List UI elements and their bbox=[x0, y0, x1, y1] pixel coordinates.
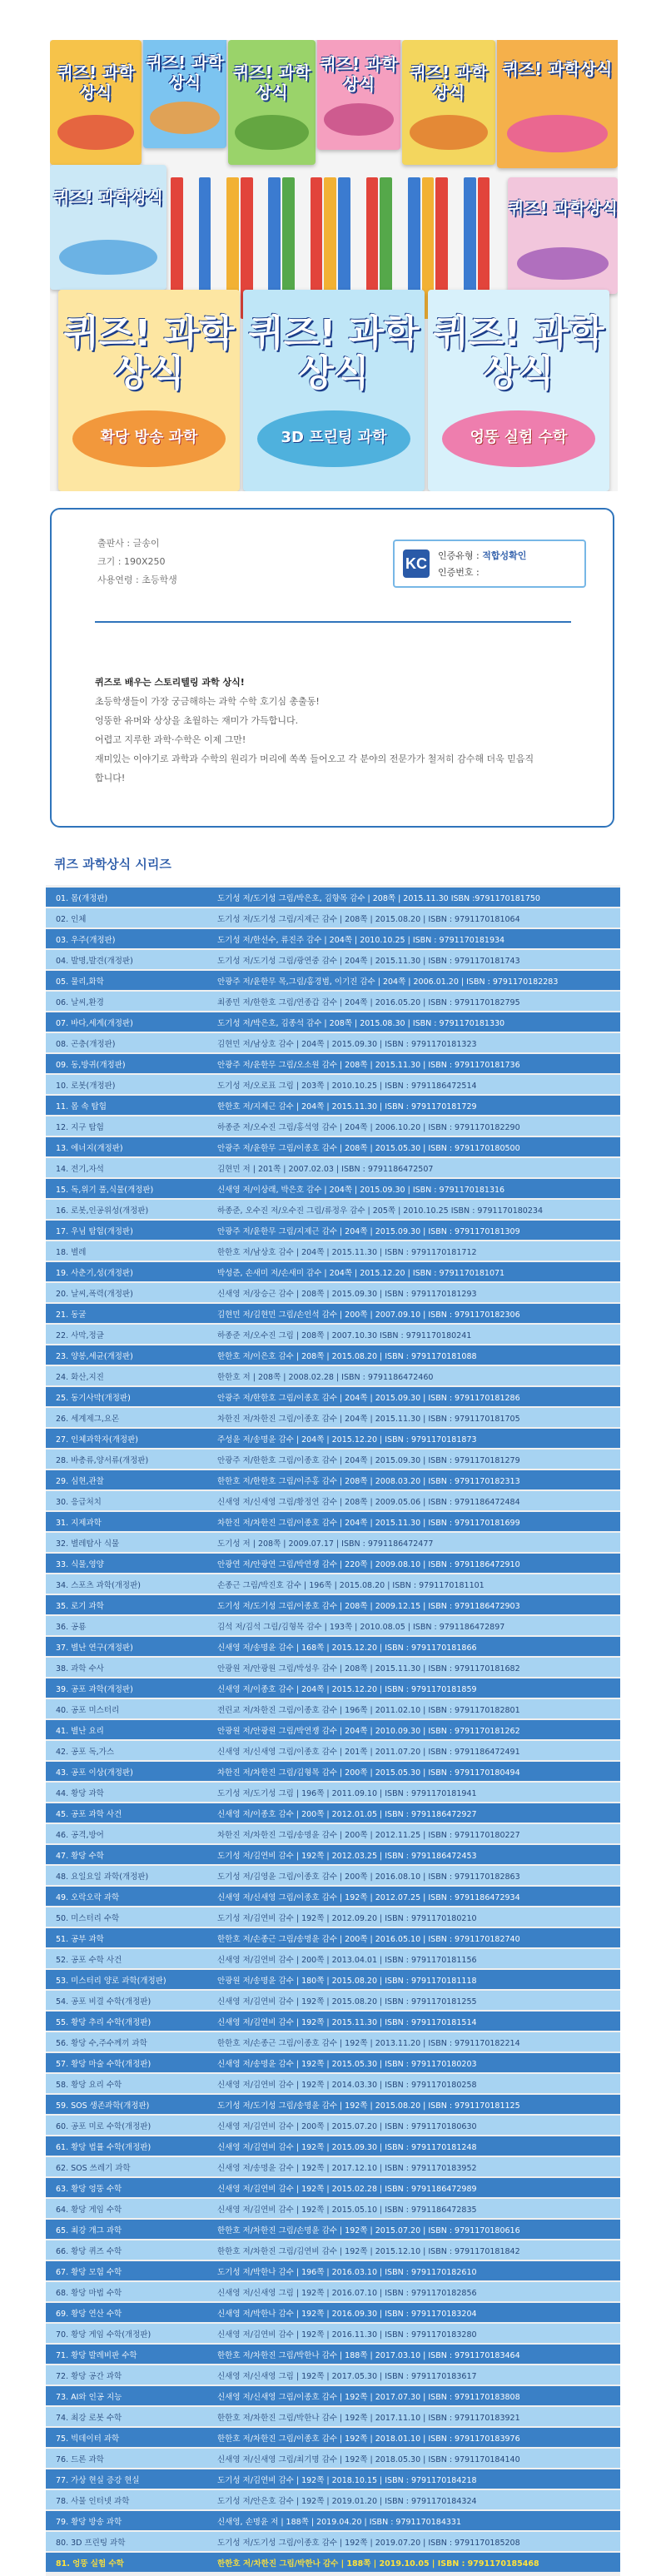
book-title: 32. 별레탐사 식물 bbox=[56, 1539, 120, 1549]
book-details: 차한진 저/차한진 그림/이종호 감수 | 204쪽 | 2015.11.30 | ISBN : 9791170181705 bbox=[217, 1414, 520, 1424]
book-title: 40. 공포 미스터리 bbox=[56, 1705, 120, 1715]
book-details: 김현민 저/남상호 감수 | 204쪽 | 2015.09.30 | ISBN : 9791170181323 bbox=[217, 1039, 477, 1049]
book-details: 한한호 저/이은호 감수 | 208쪽 | 2015.08.20 | ISBN : 9791170181088 bbox=[217, 1351, 477, 1361]
book-list-row bbox=[46, 2532, 620, 2551]
book-details: 한한호 저/차한진 그림/손명윤 감수 | 192쪽 | 2015.07.20 | ISBN : 9791170180616 bbox=[217, 2225, 520, 2235]
book-title: 74. 최강 로봇 수학 bbox=[56, 2413, 122, 2423]
book-details: 도기성 저/도기성 그림/지제근 감수 | 208쪽 | 2015.08.20 | ISBN : 9791170181064 bbox=[217, 914, 520, 924]
book-details: 도기성 저/도기성 그림/송명윤 감수 | 192쪽 | 2015.08.20 | ISBN : 9791170181125 bbox=[217, 2101, 520, 2111]
spec-age: 사용연령 : 초등학생 bbox=[97, 574, 177, 585]
book-details: 신새영 저/김연비 감수 | 192쪽 | 2015.08.20 | ISBN : 9791170181255 bbox=[217, 1997, 477, 2007]
book-list-row bbox=[46, 1075, 620, 1094]
book-title: 02. 인체 bbox=[56, 914, 87, 924]
book-title: 60. 공포 미로 수학(개정판) bbox=[56, 2121, 152, 2131]
book-title: 57. 황당 마술 수학(개정판) bbox=[56, 2059, 152, 2069]
book-cover-3d-printing: 퀴즈! 과학상식 3D 프린팅 과학 bbox=[243, 290, 425, 491]
cover-subtitle: 확당 방송 과학 bbox=[100, 428, 198, 446]
book-details: 신새영 저/장승근 감수 | 208쪽 | 2015.09.30 | ISBN : 9791170181293 bbox=[217, 1289, 477, 1299]
book-list-row bbox=[46, 2178, 620, 2197]
book-details: 한한호 저/지제근 감수 | 204쪽 | 2015.11.30 | ISBN : 9791170181729 bbox=[217, 1102, 477, 1111]
cert-type-label: 인증유형 : bbox=[438, 550, 480, 561]
book-title: 68. 황당 마법 수학 bbox=[56, 2288, 122, 2298]
book-list-row bbox=[46, 1325, 620, 1344]
book-list-row bbox=[46, 1616, 620, 1635]
book-details: 한한호 저/차한진 그림/김연비 감수 | 192쪽 | 2015.12.10 | ISBN : 9791170181842 bbox=[217, 2246, 520, 2256]
book-title: 14. 전기,자석 bbox=[56, 1164, 104, 1174]
book-cover: 퀴즈! 과학상식 bbox=[497, 40, 618, 168]
book-details: 한한호 저/차한진 그림/박한나 감수 | 188쪽 | 2019.10.05 | ISBN : 9791170185468 bbox=[217, 2559, 539, 2569]
book-details: 안광주 저/윤한무 목,그림/홍경범, 이기진 감수 | 204쪽 | 2006.01.20 | ISBN : 9791170182283 bbox=[217, 977, 559, 987]
book-list-row bbox=[46, 1408, 620, 1427]
book-title: 16. 로봇,인공위성(개정판) bbox=[56, 1206, 149, 1216]
book-title: 07. 바다,세계(개정판) bbox=[56, 1018, 133, 1028]
book-details: 주성윤 저/송명윤 감수 | 204쪽 | 2015.12.20 | ISBN : 9791170181873 bbox=[217, 1435, 477, 1445]
book-list-row bbox=[46, 2303, 620, 2322]
book-title: 11. 몸 속 탐험 bbox=[56, 1102, 107, 1111]
book-title: 24. 화산,지진 bbox=[56, 1372, 104, 1382]
book-details: 차한진 저/차한진 그림/송명윤 감수 | 200쪽 | 2012.11.25 | ISBN : 9791170180227 bbox=[217, 1830, 520, 1840]
book-title: 29. 심현,관찰 bbox=[56, 1476, 104, 1486]
description-line: 합니다! bbox=[95, 773, 126, 783]
book-cover-experiment: 퀴즈! 과학상식 엉뚱 실험 수학 bbox=[428, 290, 609, 491]
book-title: 79. 황당 방송 과학 bbox=[56, 2517, 122, 2527]
book-title: 65. 최강 개그 과학 bbox=[56, 2225, 122, 2235]
book-list-row bbox=[46, 1429, 620, 1448]
book-details: 안광원 저/송명윤 감수 | 180쪽 | 2015.08.20 | ISBN : 9791170181118 bbox=[217, 1976, 477, 1986]
book-details: 도기성 저/김영윤 그림/이종호 감수 | 200쪽 | 2016.08.10 | ISBN : 9791170182863 bbox=[217, 1872, 520, 1882]
book-details: 도기성 저/한선수, 류진주 감수 | 204쪽 | 2010.10.25 | ISBN : 9791170181934 bbox=[217, 935, 505, 945]
book-details: 안광원 저/안광원 그림/박연쟁 감수 | 204쪽 | 2010.09.30 | ISBN : 9791170181262 bbox=[217, 1726, 520, 1736]
book-details: 하종준 저/오수진 그림/홍석영 감수 | 204쪽 | 2006.10.20 | ISBN : 9791170182290 bbox=[217, 1122, 520, 1132]
book-list-row bbox=[46, 1720, 620, 1739]
book-list-row bbox=[46, 1907, 620, 1927]
book-title: 73. AI와 인공 지능 bbox=[56, 2392, 122, 2402]
book-details: 한한호 저 | 208쪽 | 2008.02.28 | ISBN : 9791186472460 bbox=[217, 1372, 434, 1382]
book-list-row bbox=[46, 1887, 620, 1906]
book-list-row bbox=[46, 1158, 620, 1177]
book-details: 한한호 저/남상호 감수 | 204쪽 | 2015.11.30 | ISBN : 9791170181712 bbox=[217, 1247, 477, 1257]
book-cover: 퀴즈! 과학상식 bbox=[402, 40, 495, 165]
book-list-row bbox=[46, 2095, 620, 2114]
book-title: 35. 로기 과학 bbox=[56, 1601, 104, 1611]
spec-size: 크기 : 190X250 bbox=[97, 556, 166, 567]
book-details: 신새영 저/김연비 감수 | 200쪽 | 2013.04.01 | ISBN : 9791170181156 bbox=[217, 1955, 477, 1965]
description-line: 초등학생들이 가장 궁금해하는 과학 수학 호기심 총출동! bbox=[95, 696, 320, 707]
book-cover: 퀴즈! 과학상식 bbox=[143, 40, 226, 148]
book-list-row bbox=[46, 1949, 620, 1968]
book-title: 58. 황당 요리 수학 bbox=[56, 2080, 122, 2090]
book-details: 신새영 저/김연비 감수 | 200쪽 | 2015.07.20 | ISBN : 9791170180630 bbox=[217, 2121, 477, 2131]
book-list-row bbox=[46, 2469, 620, 2489]
book-list-row bbox=[46, 1387, 620, 1406]
book-list-row bbox=[46, 1803, 620, 1823]
book-title: 44. 황당 과학 bbox=[56, 1788, 104, 1798]
book-title: 56. 황당 수,주수께끼 과학 bbox=[56, 2038, 147, 2048]
book-title: 75. 빅데이터 과학 bbox=[56, 2434, 120, 2444]
book-title: 53. 미스터리 양로 과학(개정판) bbox=[56, 1976, 166, 1986]
book-title: 20. 날씨,폭력(개정판) bbox=[56, 1289, 133, 1299]
book-list-row bbox=[46, 2240, 620, 2260]
book-cover: 퀴즈! 과학상식 bbox=[228, 40, 316, 165]
book-list-row bbox=[46, 1595, 620, 1614]
book-title: 01. 몸(개정판) bbox=[56, 893, 108, 903]
book-list-row bbox=[46, 950, 620, 969]
book-details: 김현민 저 | 201쪽 | 2007.02.03 | ISBN : 9791186472507 bbox=[217, 1164, 434, 1174]
book-cover-broadcast: 퀴즈! 과학상식 확당 방송 과학 bbox=[58, 290, 240, 491]
book-details: 신새영 저/신새영 그림 | 192쪽 | 2016.07.10 | ISBN : 9791170182856 bbox=[217, 2288, 477, 2298]
book-title: 77. 가상 현실 증강 현실 bbox=[56, 2475, 140, 2485]
book-list-row bbox=[46, 2032, 620, 2051]
book-list-row bbox=[46, 1824, 620, 1843]
book-list-row bbox=[46, 1637, 620, 1656]
cert-number-label: 인증번호 : bbox=[438, 567, 480, 578]
description-line: 엉뚱한 유머와 상상을 초월하는 재미가 가득합니다. bbox=[95, 715, 299, 726]
book-list-row bbox=[46, 1283, 620, 1302]
book-title: 54. 공포 비결 수학(개정판) bbox=[56, 1997, 152, 2007]
book-details: 안광주 저/한한호 그림/이종호 감수 | 204쪽 | 2015.09.30 | ISBN : 9791170181279 bbox=[217, 1455, 520, 1465]
book-list-row bbox=[46, 1991, 620, 2010]
book-details: 신새영 저/김연비 감수 | 192쪽 | 2014.03.30 | ISBN : 9791170180258 bbox=[217, 2080, 477, 2090]
book-details: 전린교 저/차한진 그림/이종호 감수 | 196쪽 | 2011.02.10 | ISBN : 9791170182801 bbox=[217, 1705, 520, 1715]
product-specs bbox=[97, 535, 177, 589]
book-list-row bbox=[46, 1033, 620, 1052]
book-title: 45. 공포 과학 사건 bbox=[56, 1809, 122, 1819]
book-list-row bbox=[46, 1366, 620, 1385]
book-list-row bbox=[46, 1054, 620, 1073]
book-title: 47. 황당 수학 bbox=[56, 1851, 104, 1861]
book-list-row bbox=[46, 1970, 620, 1989]
book-title: 51. 공부 과학 bbox=[56, 1934, 104, 1944]
book-list-row bbox=[46, 1783, 620, 1802]
book-details: 신새영 저/신새영 그림/황정연 감수 | 208쪽 | 2009.05.06 | ISBN : 9791186472484 bbox=[217, 1497, 520, 1507]
book-list-row bbox=[46, 1200, 620, 1219]
book-title: 28. 바총류,양서류(개정판) bbox=[56, 1455, 149, 1465]
book-title: 31. 지제과학 bbox=[56, 1518, 102, 1528]
book-title: 21. 동굴 bbox=[56, 1310, 87, 1320]
book-title: 12. 지구 탐험 bbox=[56, 1122, 104, 1132]
book-details: 안광연 저/안광연 그림/박연쟁 감수 | 220쪽 | 2009.08.10 | ISBN : 9791186472910 bbox=[217, 1559, 520, 1569]
book-list-row bbox=[46, 2074, 620, 2093]
book-details: 도기성 저 | 208쪽 | 2009.07.17 | ISBN : 9791186472477 bbox=[217, 1539, 434, 1549]
book-title: 42. 공포 독,가스 bbox=[56, 1747, 115, 1757]
book-list-row bbox=[46, 1116, 620, 1136]
book-list-row bbox=[46, 2136, 620, 2156]
book-details: 신새영 저/신새영 그림/최기명 감수 | 192쪽 | 2018.05.30 | ISBN : 9791170184140 bbox=[217, 2454, 520, 2464]
book-title: 48. 요일요일 과학(개정판) bbox=[56, 1872, 149, 1882]
kc-certification bbox=[393, 540, 586, 588]
book-list-row bbox=[46, 1491, 620, 1510]
book-list-row bbox=[46, 971, 620, 990]
book-details: 한한호 저/차한진 그림/이종호 감수 | 192쪽 | 2018.01.10 | ISBN : 9791170183976 bbox=[217, 2434, 520, 2444]
book-title: 50. 미스터리 수학 bbox=[56, 1913, 120, 1923]
book-details: 신새영 저/김연비 감수 | 192쪽 | 2015.11.30 | ISBN : 9791170181514 bbox=[217, 2017, 477, 2027]
book-list-row bbox=[46, 1470, 620, 1489]
book-details: 신새영 저/김연비 감수 | 192쪽 | 2016.11.30 | ISBN : 9791170183280 bbox=[217, 2330, 477, 2340]
book-details: 손종근 그림/박진호 감수 | 196쪽 | 2015.08.20 | ISBN : 9791170181101 bbox=[217, 1580, 485, 1590]
book-details: 신새영 저/송명윤 감수 | 192쪽 | 2015.05.30 | ISBN : 9791170180203 bbox=[217, 2059, 477, 2069]
book-title: 61. 황당 법률 수학(개정판) bbox=[56, 2142, 152, 2152]
book-details: 신새영, 손명윤 저 | 188쪽 | 2019.04.20 | ISBN : 9791170184331 bbox=[217, 2517, 461, 2527]
book-title: 36. 공룡 bbox=[56, 1622, 87, 1632]
book-title: 49. 오락오락 과학 bbox=[56, 1892, 120, 1902]
book-title: 43. 공포 이상(개정판) bbox=[56, 1768, 133, 1778]
book-title: 33. 식물,영양 bbox=[56, 1559, 104, 1569]
book-list-row bbox=[46, 1012, 620, 1032]
book-details: 한한호 저/차한진 그림/박한나 감수 | 188쪽 | 2017.03.10 | ISBN : 9791170183464 bbox=[217, 2350, 520, 2360]
book-details: 차한진 저/차한진 그림/이종호 감수 | 204쪽 | 2015.11.30 | ISBN : 9791170181699 bbox=[217, 1518, 520, 1528]
book-list-row bbox=[46, 2116, 620, 2135]
book-list-row bbox=[46, 1096, 620, 1115]
book-details: 신새영 저/신새영 그림/이종호 감수 | 192쪽 | 2012.07.25 | ISBN : 9791186472934 bbox=[217, 1892, 520, 1902]
book-title: 81. 엉뚱 실험 수학 bbox=[56, 2559, 124, 2569]
book-list-row bbox=[46, 2324, 620, 2343]
book-title: 03. 우주(개정판) bbox=[56, 935, 116, 945]
book-details: 신새영 저/김연비 감수 | 192쪽 | 2015.09.30 | ISBN : 9791170181248 bbox=[217, 2142, 477, 2152]
book-list-row bbox=[46, 2199, 620, 2218]
book-details: 김현민 저/김현민 그림/손인석 감수 | 200쪽 | 2007.09.10 | ISBN : 9791170182306 bbox=[217, 1310, 520, 1320]
book-list-row bbox=[46, 1845, 620, 1864]
book-list-row bbox=[46, 1262, 620, 1281]
book-list-row bbox=[46, 1345, 620, 1365]
book-list-row bbox=[46, 1678, 620, 1698]
book-details: 차한진 저/차한진 그림/김형목 감수 | 200쪽 | 2015.05.30 | ISBN : 9791170180494 bbox=[217, 1768, 520, 1778]
book-details: 안광주 저/한한호 그림/이종호 감수 | 204쪽 | 2015.09.30 | ISBN : 9791170181286 bbox=[217, 1393, 520, 1403]
book-details: 한한호 저/손종근 그림/송명윤 감수 | 200쪽 | 2016.05.10 | ISBN : 9791170182740 bbox=[217, 1934, 520, 1944]
book-details: 한한호 저/차한진 그림/박한나 감수 | 192쪽 | 2017.11.10 | ISBN : 9791170183921 bbox=[217, 2413, 520, 2423]
book-list-row bbox=[46, 908, 620, 927]
book-list-row bbox=[46, 1137, 620, 1156]
book-title: 67. 황당 모험 수학 bbox=[56, 2267, 122, 2277]
book-title: 39. 공포 과학(개정판) bbox=[56, 1684, 133, 1694]
book-details: 신새영 저/신새영 그림/이종호 감수 | 192쪽 | 2017.07.30 | ISBN : 9791170183808 bbox=[217, 2392, 520, 2402]
book-list-row bbox=[46, 2157, 620, 2176]
book-title: 52. 공포 수학 사건 bbox=[56, 1955, 122, 1965]
book-details: 박성준, 손새미 저/손새미 감수 | 204쪽 | 2015.12.20 | ISBN : 9791170181071 bbox=[217, 1268, 505, 1278]
book-details: 신새영 저/이상래, 박은호 감수 | 204쪽 | 2015.09.30 | ISBN : 9791170181316 bbox=[217, 1185, 505, 1195]
book-list-row bbox=[46, 2282, 620, 2301]
book-details: 도기성 저/도기성 그림/이종호 감수 | 192쪽 | 2019.07.20 | ISBN : 9791170185208 bbox=[217, 2538, 520, 2548]
book-details: 한한호 저/한한호 그림/이주홍 감수 | 208쪽 | 2008.03.20 | ISBN : 9791170182313 bbox=[217, 1476, 520, 1486]
book-details: 신새영 저/신새영 그림 | 192쪽 | 2017.05.30 | ISBN : 9791170183617 bbox=[217, 2371, 477, 2381]
book-list-row bbox=[46, 2511, 620, 2530]
book-title: 38. 과학 수사 bbox=[56, 1663, 104, 1673]
book-title: 23. 양봉,세균(개정판) bbox=[56, 1351, 133, 1361]
book-details: 도기성 저/도기성 그림/이종호 감수 | 208쪽 | 2009.12.15 | ISBN : 9791186472903 bbox=[217, 1601, 520, 1611]
book-list-row bbox=[46, 1241, 620, 1261]
book-details: 신새영 저/김연비 감수 | 192쪽 | 2015.05.10 | ISBN : 9791186472835 bbox=[217, 2205, 477, 2215]
book-details: 도기성 저/도기성 그림/박은호, 김향목 감수 | 208쪽 | 2015.11.30 ISBN :9791170181750 bbox=[217, 893, 540, 903]
book-title: 78. 사물 인터넷 과학 bbox=[56, 2496, 130, 2506]
book-title: 71. 황당 발레비판 수학 bbox=[56, 2350, 137, 2360]
book-title: 80. 3D 프린팅 과학 bbox=[56, 2538, 126, 2548]
book-list-row bbox=[46, 1574, 620, 1594]
book-list-row bbox=[46, 2220, 620, 2239]
book-details: 도기성 저/안은호 감수 | 192쪽 | 2019.01.20 | ISBN : 9791170184324 bbox=[217, 2496, 477, 2506]
book-title: 30. 응급처치 bbox=[56, 1497, 102, 1507]
book-list-row bbox=[46, 1450, 620, 1469]
book-title: 18. 별레 bbox=[56, 1247, 87, 1257]
book-list-row bbox=[46, 2261, 620, 2280]
book-details: 안광주 저/윤한무 그림/오소원 감수 | 208쪽 | 2015.11.30 | ISBN : 9791170181736 bbox=[217, 1060, 520, 1070]
product-description bbox=[95, 673, 578, 788]
book-list-row bbox=[46, 2553, 620, 2572]
book-cover: 퀴즈! 과학상식 bbox=[508, 177, 618, 294]
cover-subtitle: 3D 프린팅 과학 bbox=[281, 428, 387, 446]
book-title: 06. 날씨,환경 bbox=[56, 997, 104, 1007]
book-list-row bbox=[46, 2365, 620, 2385]
book-details: 도기성 저/도기성 그림/광연중 감수 | 204쪽 | 2015.11.30 | ISBN : 9791170181743 bbox=[217, 956, 520, 966]
series-book-list bbox=[46, 885, 620, 2576]
book-list-row bbox=[46, 1741, 620, 1760]
book-title: 62. SOS 쓰레기 과학 bbox=[56, 2163, 131, 2173]
book-details: 안광원 저/안광원 그림/박성우 감수 | 208쪽 | 2015.11.30 | ISBN : 9791170181682 bbox=[217, 1663, 520, 1673]
product-info-box bbox=[50, 508, 614, 828]
book-list-row bbox=[46, 1179, 620, 1198]
book-cover: 퀴즈! 과학상식 bbox=[50, 40, 142, 165]
book-title: 19. 사춘기,성(개정판) bbox=[56, 1268, 133, 1278]
book-title: 27. 인체과학자(개정판) bbox=[56, 1435, 138, 1445]
book-list-row bbox=[46, 2345, 620, 2364]
book-details: 신새영 저/이종호 감수 | 200쪽 | 2012.01.05 | ISBN : 9791186472927 bbox=[217, 1809, 477, 1819]
book-details: 안광주 저/윤한무 그림/지제근 감수 | 204쪽 | 2015.09.30 | ISBN : 9791170181309 bbox=[217, 1226, 520, 1236]
book-title: 04. 발명,발견(개정판) bbox=[56, 956, 133, 966]
book-details: 신새영 저/김연비 감수 | 192쪽 | 2015.02.28 | ISBN : 9791186472989 bbox=[217, 2184, 477, 2194]
book-list-row bbox=[46, 1533, 620, 1552]
book-title: 64. 황당 게임 수학 bbox=[56, 2205, 122, 2215]
book-list-row bbox=[46, 1658, 620, 1677]
book-list-row bbox=[46, 1866, 620, 1885]
book-list-row bbox=[46, 1221, 620, 1240]
book-list-row bbox=[46, 2449, 620, 2468]
book-details: 하종준, 오수진 저/오수진 그림/류정우 감수 | 205쪽 | 2010.10.25 ISBN : 9791170180234 bbox=[217, 1206, 543, 1216]
book-title: 10. 로봇(개정판) bbox=[56, 1081, 116, 1091]
book-details: 도기성 저/박은호, 김종석 감수 | 208쪽 | 2015.08.30 | ISBN : 9791170181330 bbox=[217, 1018, 505, 1028]
book-list-row bbox=[46, 2490, 620, 2509]
book-list-row bbox=[46, 1762, 620, 1781]
book-details: 도기성 저/도기성 그림 | 196쪽 | 2011.09.10 | ISBN : 9791170181941 bbox=[217, 1788, 477, 1798]
book-cover: 퀴즈! 과학상식 bbox=[50, 165, 166, 290]
book-title: 22. 사막,정글 bbox=[56, 1330, 104, 1340]
book-list-row bbox=[46, 1928, 620, 1947]
book-details: 한한호 저/손종근 그림/이종호 감수 | 192쪽 | 2013.11.20 | ISBN : 9791170182214 bbox=[217, 2038, 520, 2048]
book-details: 하종준 저/오수진 그림 | 208쪽 | 2007.10.30 ISBN : 9791170180241 bbox=[217, 1330, 472, 1340]
book-title: 26. 세계제그,요몬 bbox=[56, 1414, 120, 1424]
divider bbox=[95, 621, 571, 623]
book-list-row bbox=[46, 2428, 620, 2447]
book-list-row bbox=[46, 2386, 620, 2405]
book-title: 15. 독,위기 풀,식물(개정판) bbox=[56, 1185, 154, 1195]
book-list-row bbox=[46, 1699, 620, 1718]
book-details: 도기성 저/김연비 감수 | 192쪽 | 2012.03.25 | ISBN : 9791186472453 bbox=[217, 1851, 477, 1861]
book-details: 도기성 저/김연비 감수 | 192쪽 | 2018.10.15 | ISBN : 9791170184218 bbox=[217, 2475, 477, 2485]
book-title: 46. 공격,방어 bbox=[56, 1830, 104, 1840]
book-list-row bbox=[46, 929, 620, 948]
book-title: 59. SOS 생존과학(개정판) bbox=[56, 2101, 150, 2111]
book-title: 17. 우님 탐험(개정판) bbox=[56, 1226, 133, 1236]
book-list-row bbox=[46, 2407, 620, 2426]
product-hero-image bbox=[50, 40, 618, 491]
book-title: 05. 물리,화학 bbox=[56, 977, 104, 987]
series-title: 퀴즈 과학상식 시리즈 bbox=[54, 857, 171, 872]
book-list-row bbox=[46, 888, 620, 907]
book-title: 13. 에너지(개정판) bbox=[56, 1143, 123, 1153]
book-title: 76. 드론 과학 bbox=[56, 2454, 104, 2464]
book-list-row bbox=[46, 2012, 620, 2031]
book-title: 34. 스포츠 과학(개정판) bbox=[56, 1580, 141, 1590]
book-details: 신새영 저/박한나 감수 | 192쪽 | 2016.09.30 | ISBN : 9791170183204 bbox=[217, 2309, 477, 2319]
book-title: 70. 황당 게임 수학(개정판) bbox=[56, 2330, 152, 2340]
book-list-row bbox=[46, 1304, 620, 1323]
kc-mark-icon: KC bbox=[403, 550, 430, 578]
book-title: 37. 별난 연구(개정판) bbox=[56, 1643, 133, 1653]
book-list-row bbox=[46, 1554, 620, 1573]
book-details: 최종민 저/한한호 그림/연종갑 감수 | 204쪽 | 2016.05.20 | ISBN : 9791170182795 bbox=[217, 997, 520, 1007]
book-title: 25. 동기사막(개정판) bbox=[56, 1393, 131, 1403]
book-list-row bbox=[46, 2053, 620, 2072]
book-title: 63. 황당 엉뚱 수학 bbox=[56, 2184, 122, 2194]
book-title: 72. 황당 공간 과학 bbox=[56, 2371, 122, 2381]
book-title: 69. 황당 연산 수학 bbox=[56, 2309, 122, 2319]
book-details: 신새영 저/이종호 감수 | 204쪽 | 2015.12.20 | ISBN : 9791170181859 bbox=[217, 1684, 477, 1694]
book-title: 08. 곤충(개정판) bbox=[56, 1039, 116, 1049]
book-details: 신새영 저/신새영 그림/이종호 감수 | 201쪽 | 2011.07.20 | ISBN : 9791186472491 bbox=[217, 1747, 520, 1757]
book-list-row bbox=[46, 1512, 620, 1531]
book-details: 신새영 저/송명윤 감수 | 168쪽 | 2015.12.20 | ISBN : 9791170181866 bbox=[217, 1643, 477, 1653]
book-cover: 퀴즈! 과학상식 bbox=[317, 40, 400, 150]
book-details: 신새영 저/송명윤 감수 | 192쪽 | 2017.12.10 | ISBN : 9791170183952 bbox=[217, 2163, 477, 2173]
cert-type-value: 적합성확인 bbox=[482, 550, 527, 561]
book-details: 김석 저/김석 그림/김형목 감수 | 193쪽 | 2010.08.05 | ISBN : 9791186472897 bbox=[217, 1622, 505, 1632]
book-title: 55. 황당 추리 수학(개정판) bbox=[56, 2017, 152, 2027]
book-details: 도기성 저/김연비 감수 | 192쪽 | 2012.09.20 | ISBN : 9791170180210 bbox=[217, 1913, 477, 1923]
book-details: 안광주 저/윤한무 그림/이종호 감수 | 208쪽 | 2015.05.30 | ISBN : 9791170180500 bbox=[217, 1143, 520, 1153]
description-line: 재미있는 이야기로 과학과 수학의 원리가 머리에 쏙쏙 들어오고 각 분야의 전문가가 철저히 감수해 더욱 믿음직 bbox=[95, 753, 534, 764]
cover-subtitle: 엉뚱 실험 수학 bbox=[470, 428, 568, 446]
spec-publisher: 출판사 : 글송이 bbox=[97, 538, 160, 549]
description-headline: 퀴즈로 배우는 스토리텔링 과학 상식! bbox=[95, 677, 245, 688]
book-title: 66. 황당 퀴즈 수학 bbox=[56, 2246, 122, 2256]
description-line: 어렵고 지루한 과학·수학은 이제 그만! bbox=[95, 734, 246, 745]
book-details: 도기성 저/오로표 그림 | 203쪽 | 2010.10.25 | ISBN : 9791186472514 bbox=[217, 1081, 477, 1091]
book-title: 41. 별난 요리 bbox=[56, 1726, 104, 1736]
book-list-row bbox=[46, 992, 620, 1011]
book-title: 09. 동,방귀(개정판) bbox=[56, 1060, 126, 1070]
book-details: 도기성 저/박한나 감수 | 196쪽 | 2016.03.10 | ISBN : 9791170182610 bbox=[217, 2267, 477, 2277]
